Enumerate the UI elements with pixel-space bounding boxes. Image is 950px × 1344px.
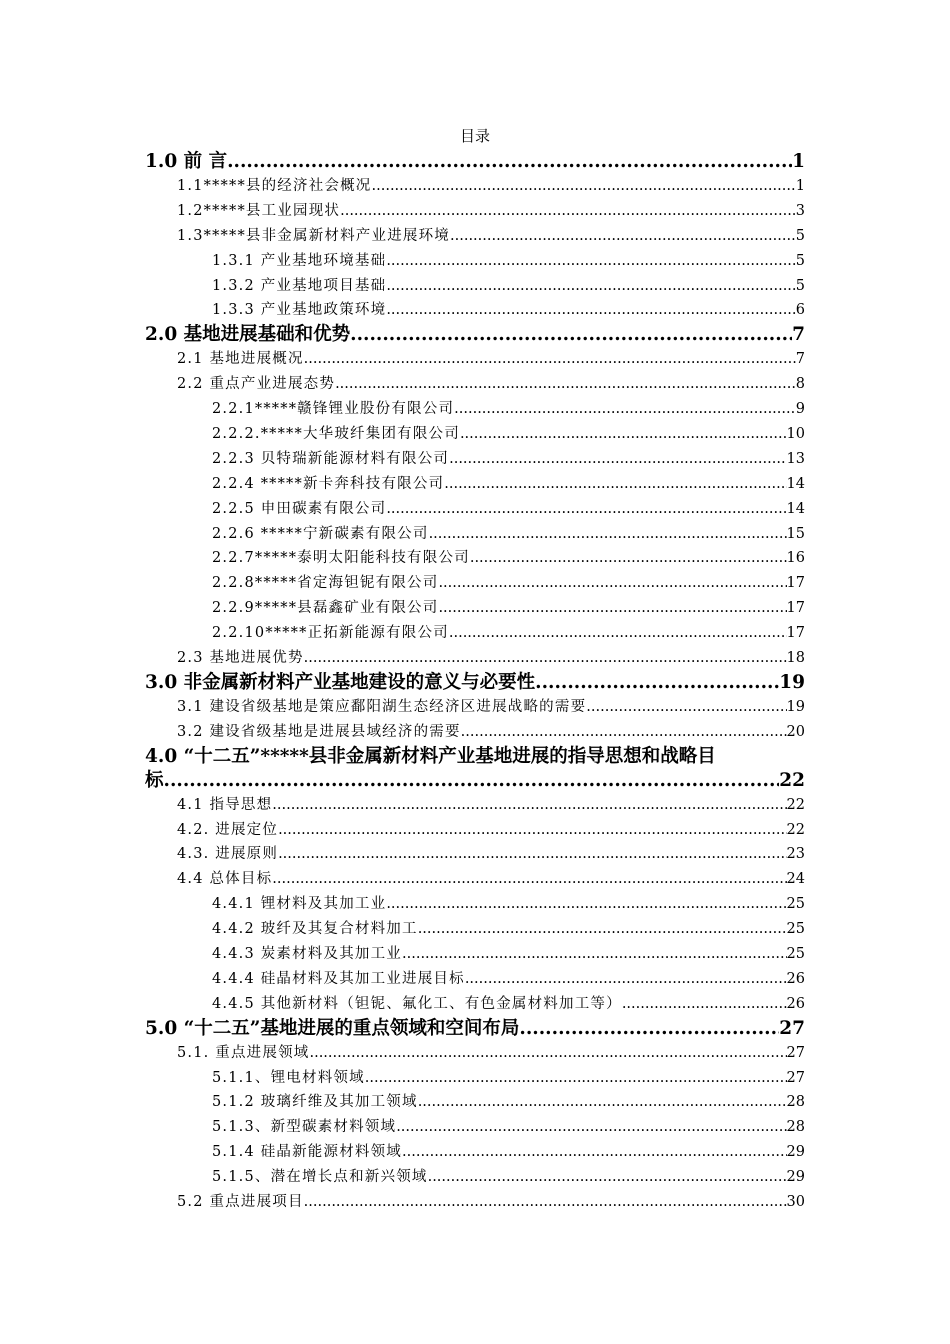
toc-page-number: 26 [786, 995, 805, 1012]
toc-entry-text: 2.2.2.*****大华玻纤集团有限公司 [212, 426, 460, 442]
toc-page-number: 19 [786, 698, 805, 715]
dot-leader [304, 347, 796, 372]
dot-leader [278, 818, 786, 843]
toc-page-number: 26 [786, 970, 805, 987]
dot-leader [272, 793, 786, 818]
toc-page-number: 30 [786, 1194, 805, 1211]
toc-entry-text-continued: 标 [145, 769, 164, 791]
toc-entry-level-3[interactable] [145, 621, 805, 646]
dot-leader [465, 967, 787, 992]
toc-entry-level-2[interactable] [145, 199, 805, 224]
toc-page-number: 22 [779, 769, 805, 791]
toc-page-number: 25 [786, 921, 805, 938]
dot-leader [418, 917, 787, 942]
toc-entry-level-3[interactable] [145, 447, 805, 472]
toc-entry-level-3[interactable] [145, 274, 805, 299]
toc-entry-text: 4.4.4 硅晶材料及其加工业进展目标 [212, 970, 465, 987]
toc-page-number: 16 [786, 550, 805, 567]
toc-entry-text: 2.2.6 *****宁新碳素有限公司 [212, 525, 429, 542]
toc-entry-level-2[interactable] [145, 372, 805, 397]
toc-entry-level-3[interactable] [145, 1091, 805, 1116]
toc-entry-level-2[interactable] [145, 695, 805, 720]
toc-entry-text: 4.4.2 玻纤及其复合材料加工 [212, 921, 418, 938]
toc-page-number: 17 [786, 575, 805, 592]
toc-entry-level-2[interactable] [145, 1190, 805, 1215]
toc-entry-level-3[interactable] [145, 992, 805, 1017]
toc-entry-level-1[interactable] [145, 671, 805, 695]
toc-entry-level-2[interactable] [145, 646, 805, 671]
toc-entry-level-3[interactable] [145, 422, 805, 447]
toc-page-number: 6 [795, 302, 805, 319]
table-of-contents [145, 150, 805, 1215]
toc-entry-text: 2.2.1*****赣锋锂业股份有限公司 [212, 401, 455, 418]
toc-entry-text: 1.3.3 产业基地政策环境 [212, 302, 387, 319]
toc-entry-level-1[interactable] [145, 323, 805, 347]
toc-entry-text: 5.2 重点进展项目 [177, 1194, 304, 1211]
toc-entry-level-3[interactable] [145, 522, 805, 547]
dot-leader [535, 671, 779, 695]
toc-entry-text: 2.1 基地进展概况 [177, 351, 304, 368]
toc-entry-level-3[interactable] [145, 942, 805, 967]
dot-leader [386, 274, 795, 299]
toc-page-number: 25 [786, 896, 805, 913]
toc-page-number: 27 [786, 1044, 805, 1061]
toc-entry-text: 5.0 “十二五”基地进展的重点领域和空间布局 [145, 1017, 520, 1039]
dot-leader [278, 842, 786, 867]
dot-leader [449, 447, 786, 472]
toc-entry-text: 5.1. 重点进展领域 [177, 1044, 310, 1061]
dot-leader [449, 621, 787, 646]
toc-page-number: 14 [786, 475, 805, 492]
dot-leader [460, 422, 787, 447]
toc-entry-level-2[interactable] [145, 224, 805, 249]
toc-entry-text: 2.2.8*****省定海钽铌有限公司 [212, 575, 439, 592]
toc-entry-level-2[interactable] [145, 1041, 805, 1066]
toc-entry-level-2[interactable] [145, 174, 805, 199]
toc-page-number: 3 [795, 202, 805, 219]
toc-entry-text: 2.3 基地进展优势 [177, 650, 304, 667]
dot-leader [622, 992, 787, 1017]
toc-page-number: 7 [792, 324, 805, 346]
toc-entry-text: 2.2.10*****正拓新能源有限公司 [212, 625, 449, 642]
toc-entry-text: 1.3.1 产业基地环境基础 [212, 252, 387, 269]
toc-entry-text: 2.2 重点产业进展态势 [177, 376, 336, 393]
toc-entry-level-3[interactable] [145, 967, 805, 992]
toc-page-number: 5 [795, 227, 805, 244]
toc-entry-text: 4.2. 进展定位 [177, 821, 279, 838]
toc-entry-level-3[interactable] [145, 546, 805, 571]
toc-entry-text: 5.1.2 玻璃纤维及其加工领域 [212, 1094, 418, 1111]
toc-entry-text: 5.1.5、潜在增长点和新兴领域 [212, 1169, 428, 1186]
dot-leader [402, 942, 787, 967]
toc-page-number: 28 [786, 1094, 805, 1111]
dot-leader [450, 224, 796, 249]
toc-page-number: 1 [795, 177, 805, 194]
toc-entry-level-1[interactable] [145, 1017, 805, 1041]
dot-leader [418, 1091, 787, 1116]
dot-leader [386, 497, 786, 522]
toc-entry-level-3[interactable] [145, 249, 805, 274]
toc-entry-level-3[interactable] [145, 892, 805, 917]
toc-entry-level-3[interactable] [145, 917, 805, 942]
toc-entry-level-3[interactable] [145, 1140, 805, 1165]
toc-page-number: 23 [786, 846, 805, 863]
toc-entry-text: 2.0 基地进展基础和优势 [145, 324, 351, 346]
toc-entry-text: 2.2.5 申田碳素有限公司 [212, 500, 387, 517]
toc-entry-level-2[interactable] [145, 842, 805, 867]
toc-entry-text: 1.2*****县工业园现状 [177, 202, 341, 219]
toc-entry-text: 2.2.7*****泰明太阳能科技有限公司 [212, 550, 470, 567]
toc-entry-text: 3.2 建设省级基地是进展县域经济的需要 [177, 723, 461, 740]
toc-page-number: 5 [795, 252, 805, 269]
dot-leader [386, 892, 786, 917]
toc-entry-text: 4.4 总体目标 [177, 871, 273, 888]
toc-page-number: 13 [786, 450, 805, 467]
dot-leader [586, 695, 786, 720]
toc-entry-text: 4.4.3 炭素材料及其加工业 [212, 946, 403, 963]
toc-entry-level-3[interactable] [145, 298, 805, 323]
toc-entry-text: 1.3.2 产业基地项目基础 [212, 277, 387, 294]
dot-leader [438, 596, 786, 621]
toc-entry-level-3[interactable] [145, 571, 805, 596]
dot-leader [365, 1066, 787, 1091]
toc-entry-text: 3.0 非金属新材料产业基地建设的意义与必要性 [145, 671, 536, 693]
dot-leader [402, 1140, 787, 1165]
toc-page-number: 20 [786, 723, 805, 740]
toc-entry-level-2[interactable] [145, 347, 805, 372]
dot-leader [444, 472, 786, 497]
toc-page-number: 28 [786, 1119, 805, 1136]
dot-leader [340, 199, 796, 224]
toc-entry-text: 5.1.1、锂电材料领域 [212, 1069, 365, 1086]
dot-leader [304, 646, 787, 671]
toc-entry-text: 2.2.4 *****新卡奔科技有限公司 [212, 475, 445, 492]
dot-leader [164, 769, 780, 793]
toc-entry-level-1[interactable] [145, 745, 805, 793]
toc-page-number: 1 [792, 151, 805, 172]
toc-entry-text: 3.1 建设省级基地是策应鄱阳湖生态经济区进展战略的需要 [177, 698, 587, 715]
dot-leader [461, 720, 787, 745]
toc-entry-text: 1.0 前 言 [145, 151, 228, 172]
dot-leader [372, 174, 796, 199]
toc-page-number: 22 [786, 796, 805, 813]
toc-entry-level-3[interactable] [145, 1165, 805, 1190]
toc-page-number: 24 [786, 871, 805, 888]
dot-leader [428, 1165, 787, 1190]
toc-page-number: 14 [786, 500, 805, 517]
toc-entry-level-2[interactable] [145, 793, 805, 818]
toc-page-number: 29 [786, 1144, 805, 1161]
toc-page-number: 27 [779, 1017, 805, 1039]
dot-leader [304, 1190, 787, 1215]
toc-page-number: 17 [786, 625, 805, 642]
toc-entry-level-2[interactable] [145, 867, 805, 892]
toc-entry-level-3[interactable] [145, 472, 805, 497]
toc-entry-level-1[interactable] [145, 150, 805, 174]
toc-entry-text: 4.0 “十二五”*****县非金属新材料产业基地进展的指导思想和战略目 [145, 745, 716, 767]
dot-leader [227, 150, 792, 174]
toc-page-number: 17 [786, 600, 805, 617]
toc-page-number: 29 [786, 1169, 805, 1186]
toc-entry-level-2[interactable] [145, 720, 805, 745]
toc-page-number: 19 [779, 671, 805, 693]
dot-leader [350, 323, 792, 347]
dot-leader [396, 1115, 786, 1140]
dot-leader [470, 546, 787, 571]
toc-entry-level-3[interactable] [145, 397, 805, 422]
toc-page-number: 7 [795, 351, 805, 368]
dot-leader [454, 397, 796, 422]
toc-entry-text: 4.1 指导思想 [177, 796, 273, 813]
toc-entry-text: 4.4.1 锂材料及其加工业 [212, 896, 387, 913]
toc-page-number: 15 [786, 525, 805, 542]
toc-page-number: 25 [786, 946, 805, 963]
dot-leader [335, 372, 796, 397]
toc-entry-text: 1.3*****县非金属新材料产业进展环境 [177, 227, 451, 244]
toc-entry-text: 2.2.9*****县磊鑫矿业有限公司 [212, 600, 439, 617]
toc-entry-level-3[interactable] [145, 497, 805, 522]
dot-leader [386, 249, 795, 274]
dot-leader [272, 867, 786, 892]
toc-entry-continuation [145, 769, 805, 793]
toc-entry-text: 2.2.3 贝特瑞新能源材料有限公司 [212, 450, 450, 467]
toc-page-number: 18 [786, 650, 805, 667]
toc-page-number: 22 [786, 821, 805, 838]
toc-page-number: 8 [795, 376, 805, 393]
toc-entry-text: 1.1*****县的经济社会概况 [177, 177, 372, 194]
dot-leader [386, 298, 795, 323]
toc-entry-level-3[interactable] [145, 1066, 805, 1091]
dot-leader [429, 522, 787, 547]
toc-entry-text: 4.3. 进展原则 [177, 846, 279, 863]
toc-title: 目录 [459, 127, 490, 145]
toc-entry-level-3[interactable] [145, 596, 805, 621]
toc-page-number: 10 [786, 426, 805, 442]
toc-entry-level-2[interactable] [145, 818, 805, 843]
toc-page-number: 5 [795, 277, 805, 294]
toc-page-number: 9 [795, 401, 805, 418]
toc-entry-text: 5.1.3、新型碳素材料领域 [212, 1119, 397, 1136]
dot-leader [438, 571, 786, 596]
dot-leader [309, 1041, 786, 1066]
toc-entry-level-3[interactable] [145, 1115, 805, 1140]
toc-page-number: 27 [786, 1069, 805, 1086]
toc-entry-text: 5.1.4 硅晶新能源材料领域 [212, 1144, 403, 1161]
dot-leader [519, 1017, 779, 1041]
toc-entry-text: 4.4.5 其他新材料（钽铌、氟化工、有色金属材料加工等） [212, 995, 622, 1012]
